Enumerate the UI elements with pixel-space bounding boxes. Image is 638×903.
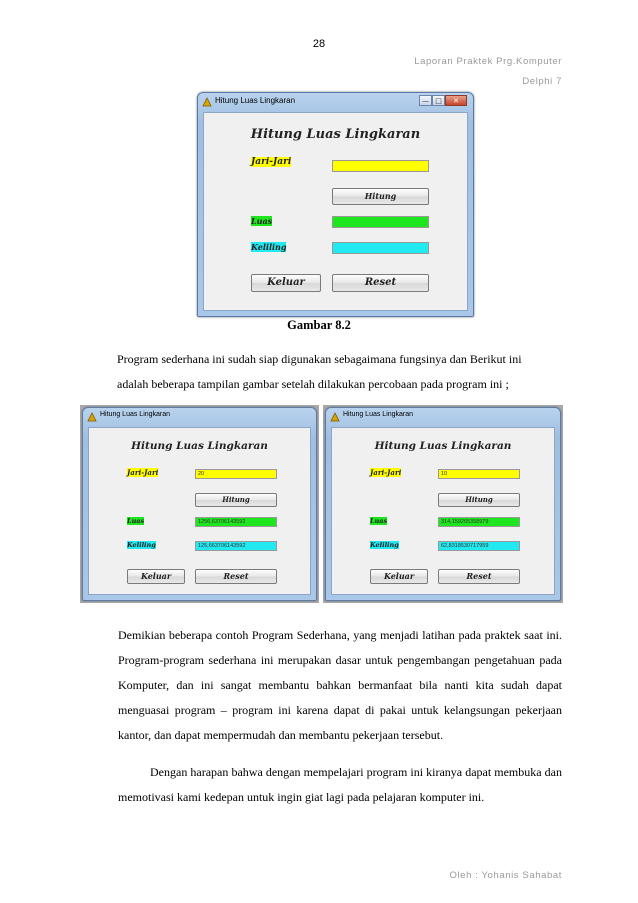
hitung-button[interactable]: Hitung (195, 493, 277, 507)
header-subtitle: Delphi 7 (522, 76, 562, 87)
screenshot-frame-right (323, 405, 563, 603)
form-title: Hitung Luas Lingkaran (250, 127, 421, 142)
app-window-empty (197, 92, 474, 317)
paragraph-1-text: Demikian beberapa contoh Program Sederhana, yang menjadi latihan pada praktek saat ini. Program-program sederhana ini merupakan dasar untuk pengembangan pengetahuan pada Komputer, dan ini sangat membantu bahkan bermanfaat bila nanti kita sudah dapat menguasai program – program ini karena dapat di pakai untuk kelangsungan pekerjaan kantor, dan dapat mempermudah dan membantu pekerjaan tersebut. (118, 628, 562, 742)
label-jari-jari: Jari-Jari (370, 468, 402, 477)
footer-author: Oleh : Yohanis Sahabat (449, 870, 562, 881)
body-paragraph-2 (118, 760, 562, 810)
label-luas: Luas (370, 517, 388, 525)
window-title: Hitung Luas Lingkaran (100, 411, 171, 418)
label-keliling: Keliling (251, 242, 287, 252)
form-title: Hitung Luas Lingkaran (374, 440, 512, 452)
maximize-icon[interactable]: □ (432, 95, 445, 106)
window-title: Hitung Luas Lingkaran (343, 411, 414, 418)
intro-paragraph (117, 347, 564, 397)
screenshot-frame-left (80, 405, 319, 603)
output-luas (332, 216, 429, 228)
form-client-area (203, 112, 468, 311)
window-titlebar[interactable] (83, 408, 316, 426)
window-titlebar[interactable] (198, 93, 473, 111)
app-window-result-2 (325, 407, 561, 601)
delphi-app-icon (87, 412, 97, 422)
paragraph-2-text: Dengan harapan bahwa dengan mempelajari program ini kiranya dapat membuka dan memotivasi kami kedepan untuk ingin giat lagi pada pelajaran komputer ini. (118, 765, 562, 804)
label-luas: Luas (127, 517, 145, 525)
keluar-button[interactable]: Keluar (370, 569, 428, 584)
keluar-button[interactable]: Keluar (127, 569, 185, 584)
input-jari-jari[interactable]: 10 (438, 469, 520, 479)
close-icon[interactable]: ✕ (445, 95, 467, 106)
intro-line-1: Program sederhana ini sudah siap digunakan sebagaimana fungsinya dan Berikut ini (117, 352, 522, 366)
output-luas: 1256,63706143592 (195, 517, 277, 527)
intro-line-2: adalah beberapa tampilan gambar setelah dilakukan percobaan pada program ini ; (117, 377, 509, 391)
label-keliling: Keliling (370, 541, 399, 549)
label-keliling: Keliling (127, 541, 156, 549)
app-window-result-1 (82, 407, 317, 601)
delphi-app-icon (202, 97, 212, 107)
window-title: Hitung Luas Lingkaran (215, 96, 296, 105)
form-client-area (331, 427, 555, 595)
delphi-app-icon (330, 412, 340, 422)
label-luas: Luas (251, 216, 273, 226)
label-jari-jari: Jari-Jari (127, 468, 159, 477)
label-jari-jari: Jari-Jari (251, 157, 292, 167)
reset-button[interactable]: Reset (438, 569, 520, 584)
form-title: Hitung Luas Lingkaran (131, 440, 268, 452)
figure-caption: Gambar 8.2 (287, 318, 351, 332)
header-title: Laporan Praktek Prg.Komputer (414, 56, 562, 67)
form-client-area (88, 427, 311, 595)
output-keliling: 62,8318530717959 (438, 541, 520, 551)
hitung-button[interactable]: Hitung (438, 493, 520, 507)
hitung-button[interactable]: Hitung (332, 188, 429, 205)
reset-button[interactable]: Reset (195, 569, 277, 584)
output-keliling: 125,663706143592 (195, 541, 277, 551)
reset-button[interactable]: Reset (332, 274, 429, 292)
keluar-button[interactable]: Keluar (251, 274, 321, 292)
body-paragraph-1 (118, 623, 562, 748)
output-keliling (332, 242, 429, 254)
input-jari-jari[interactable] (332, 160, 429, 172)
page-number: 28 (312, 38, 326, 50)
minimize-icon[interactable]: — (419, 95, 432, 106)
window-titlebar[interactable] (326, 408, 560, 426)
input-jari-jari[interactable]: 20 (195, 469, 277, 479)
output-luas: 314,159265358979 (438, 517, 520, 527)
